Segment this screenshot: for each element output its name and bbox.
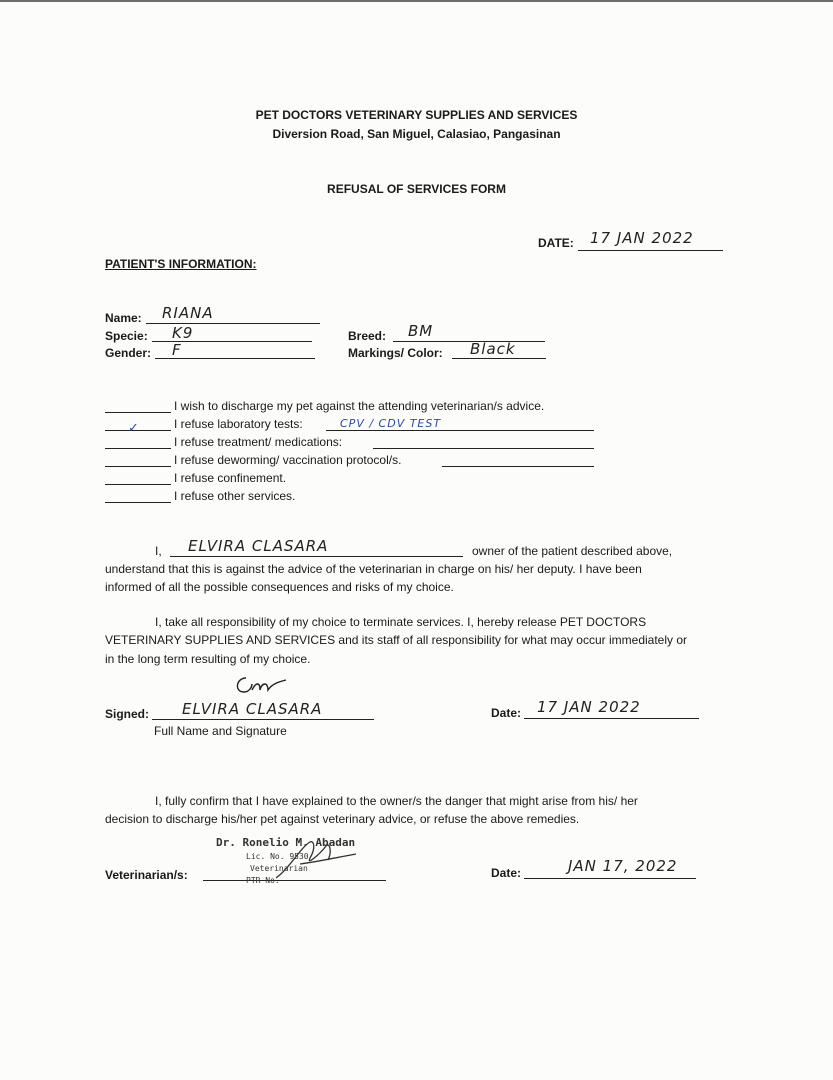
name-label: Name: [105, 311, 142, 325]
responsibility-line1: I, take all responsibility of my choice to terminate services. I, hereby release PET DOCTORS [155, 615, 647, 629]
company-name: PET DOCTORS VETERINARY SUPPLIES AND SERVICES [255, 108, 578, 122]
vet-confirm-line2: decision to discharge his/her pet against veterinary advice, or refuse the above remedies. [105, 812, 580, 826]
option-blank-other [105, 502, 171, 503]
stamp-license: Lic. No. 9530 [246, 852, 309, 861]
form-title: REFUSAL OF SERVICES FORM [327, 182, 506, 196]
scan-edge-line [0, 0, 833, 2]
option-treatment-text: I refuse treatment/ medications: [174, 435, 343, 449]
stamp-name: Dr. Ronelio M. Abadan [216, 836, 356, 849]
date-value: 17 JAN 2022 [590, 229, 694, 247]
signature-scribble [232, 672, 288, 698]
option-blank-deworming [105, 466, 171, 467]
vet-label: Veterinarian/s: [105, 868, 188, 882]
gender-label: Gender: [105, 346, 152, 360]
markings-line [452, 358, 546, 359]
breed-value: BM [408, 322, 434, 340]
deworming-line [442, 466, 594, 467]
signed-date-line [524, 718, 699, 719]
signed-date-value: 17 JAN 2022 [537, 698, 641, 716]
vet-signature-scribble [270, 838, 360, 882]
stamp-title: Veterinarian [250, 864, 308, 873]
owner-line3: informed of all the possible consequences and risks of my choice. [105, 580, 454, 594]
signed-caption: Full Name and Signature [154, 724, 287, 738]
option-blank-discharge [105, 412, 171, 413]
breed-line [393, 341, 545, 342]
vet-date-line [524, 878, 696, 879]
option-other-text: I refuse other services. [174, 489, 296, 503]
responsibility-line2: VETERINARY SUPPLIES AND SERVICES and its staff of all responsibility for what may occur immediately or [105, 633, 688, 647]
option-discharge-text: I wish to discharge my pet against the attending veterinarian/s advice. [174, 399, 545, 413]
owner-name-value: ELVIRA CLASARA [188, 537, 329, 555]
treatment-line [373, 448, 594, 449]
owner-line2: understand that this is against the advice of the veterinarian in charge on his/ her deputy. I have been [105, 562, 642, 576]
checkmark-icon: ✓ [128, 420, 139, 435]
owner-line1-rest: owner of the patient described above, [472, 544, 673, 558]
gender-value: F [172, 341, 182, 359]
stamp-ptr: PTR No. [246, 876, 280, 885]
option-confinement-text: I refuse confinement. [174, 471, 287, 485]
signed-date-label: Date: [491, 706, 522, 720]
markings-value: Black [470, 340, 516, 358]
vet-confirm-line1: I, fully confirm that I have explained to the owner/s the danger that might arise from his/ her [155, 794, 638, 808]
lab-tests-detail: CPV / CDV TEST [340, 417, 442, 430]
owner-prefix: I, [155, 544, 162, 558]
signed-line [152, 719, 374, 720]
vet-date-label: Date: [491, 866, 522, 880]
signed-label: Signed: [105, 707, 149, 721]
lab-tests-line [326, 430, 594, 431]
option-lab-tests-text: I refuse laboratory tests: [174, 417, 303, 431]
markings-label: Markings/ Color: [348, 346, 443, 360]
date-label: DATE: [538, 236, 574, 250]
specie-value: K9 [172, 324, 194, 342]
patient-info-heading: PATIENT'S INFORMATION: [105, 257, 257, 271]
company-address: Diversion Road, San Miguel, Calasiao, Pangasinan [272, 127, 561, 141]
date-line [578, 250, 723, 251]
responsibility-line3: in the long term resulting of my choice. [105, 652, 311, 666]
breed-label: Breed: [348, 329, 387, 343]
name-value: RIANA [162, 304, 214, 322]
option-blank-confinement [105, 484, 171, 485]
signed-value: ELVIRA CLASARA [182, 700, 323, 718]
option-deworming-text: I refuse deworming/ vaccination protocol/s. [174, 453, 402, 467]
vet-date-value: JAN 17, 2022 [568, 857, 678, 875]
owner-name-line [170, 556, 463, 557]
option-blank-treatment [105, 448, 171, 449]
specie-label: Specie: [105, 329, 148, 343]
